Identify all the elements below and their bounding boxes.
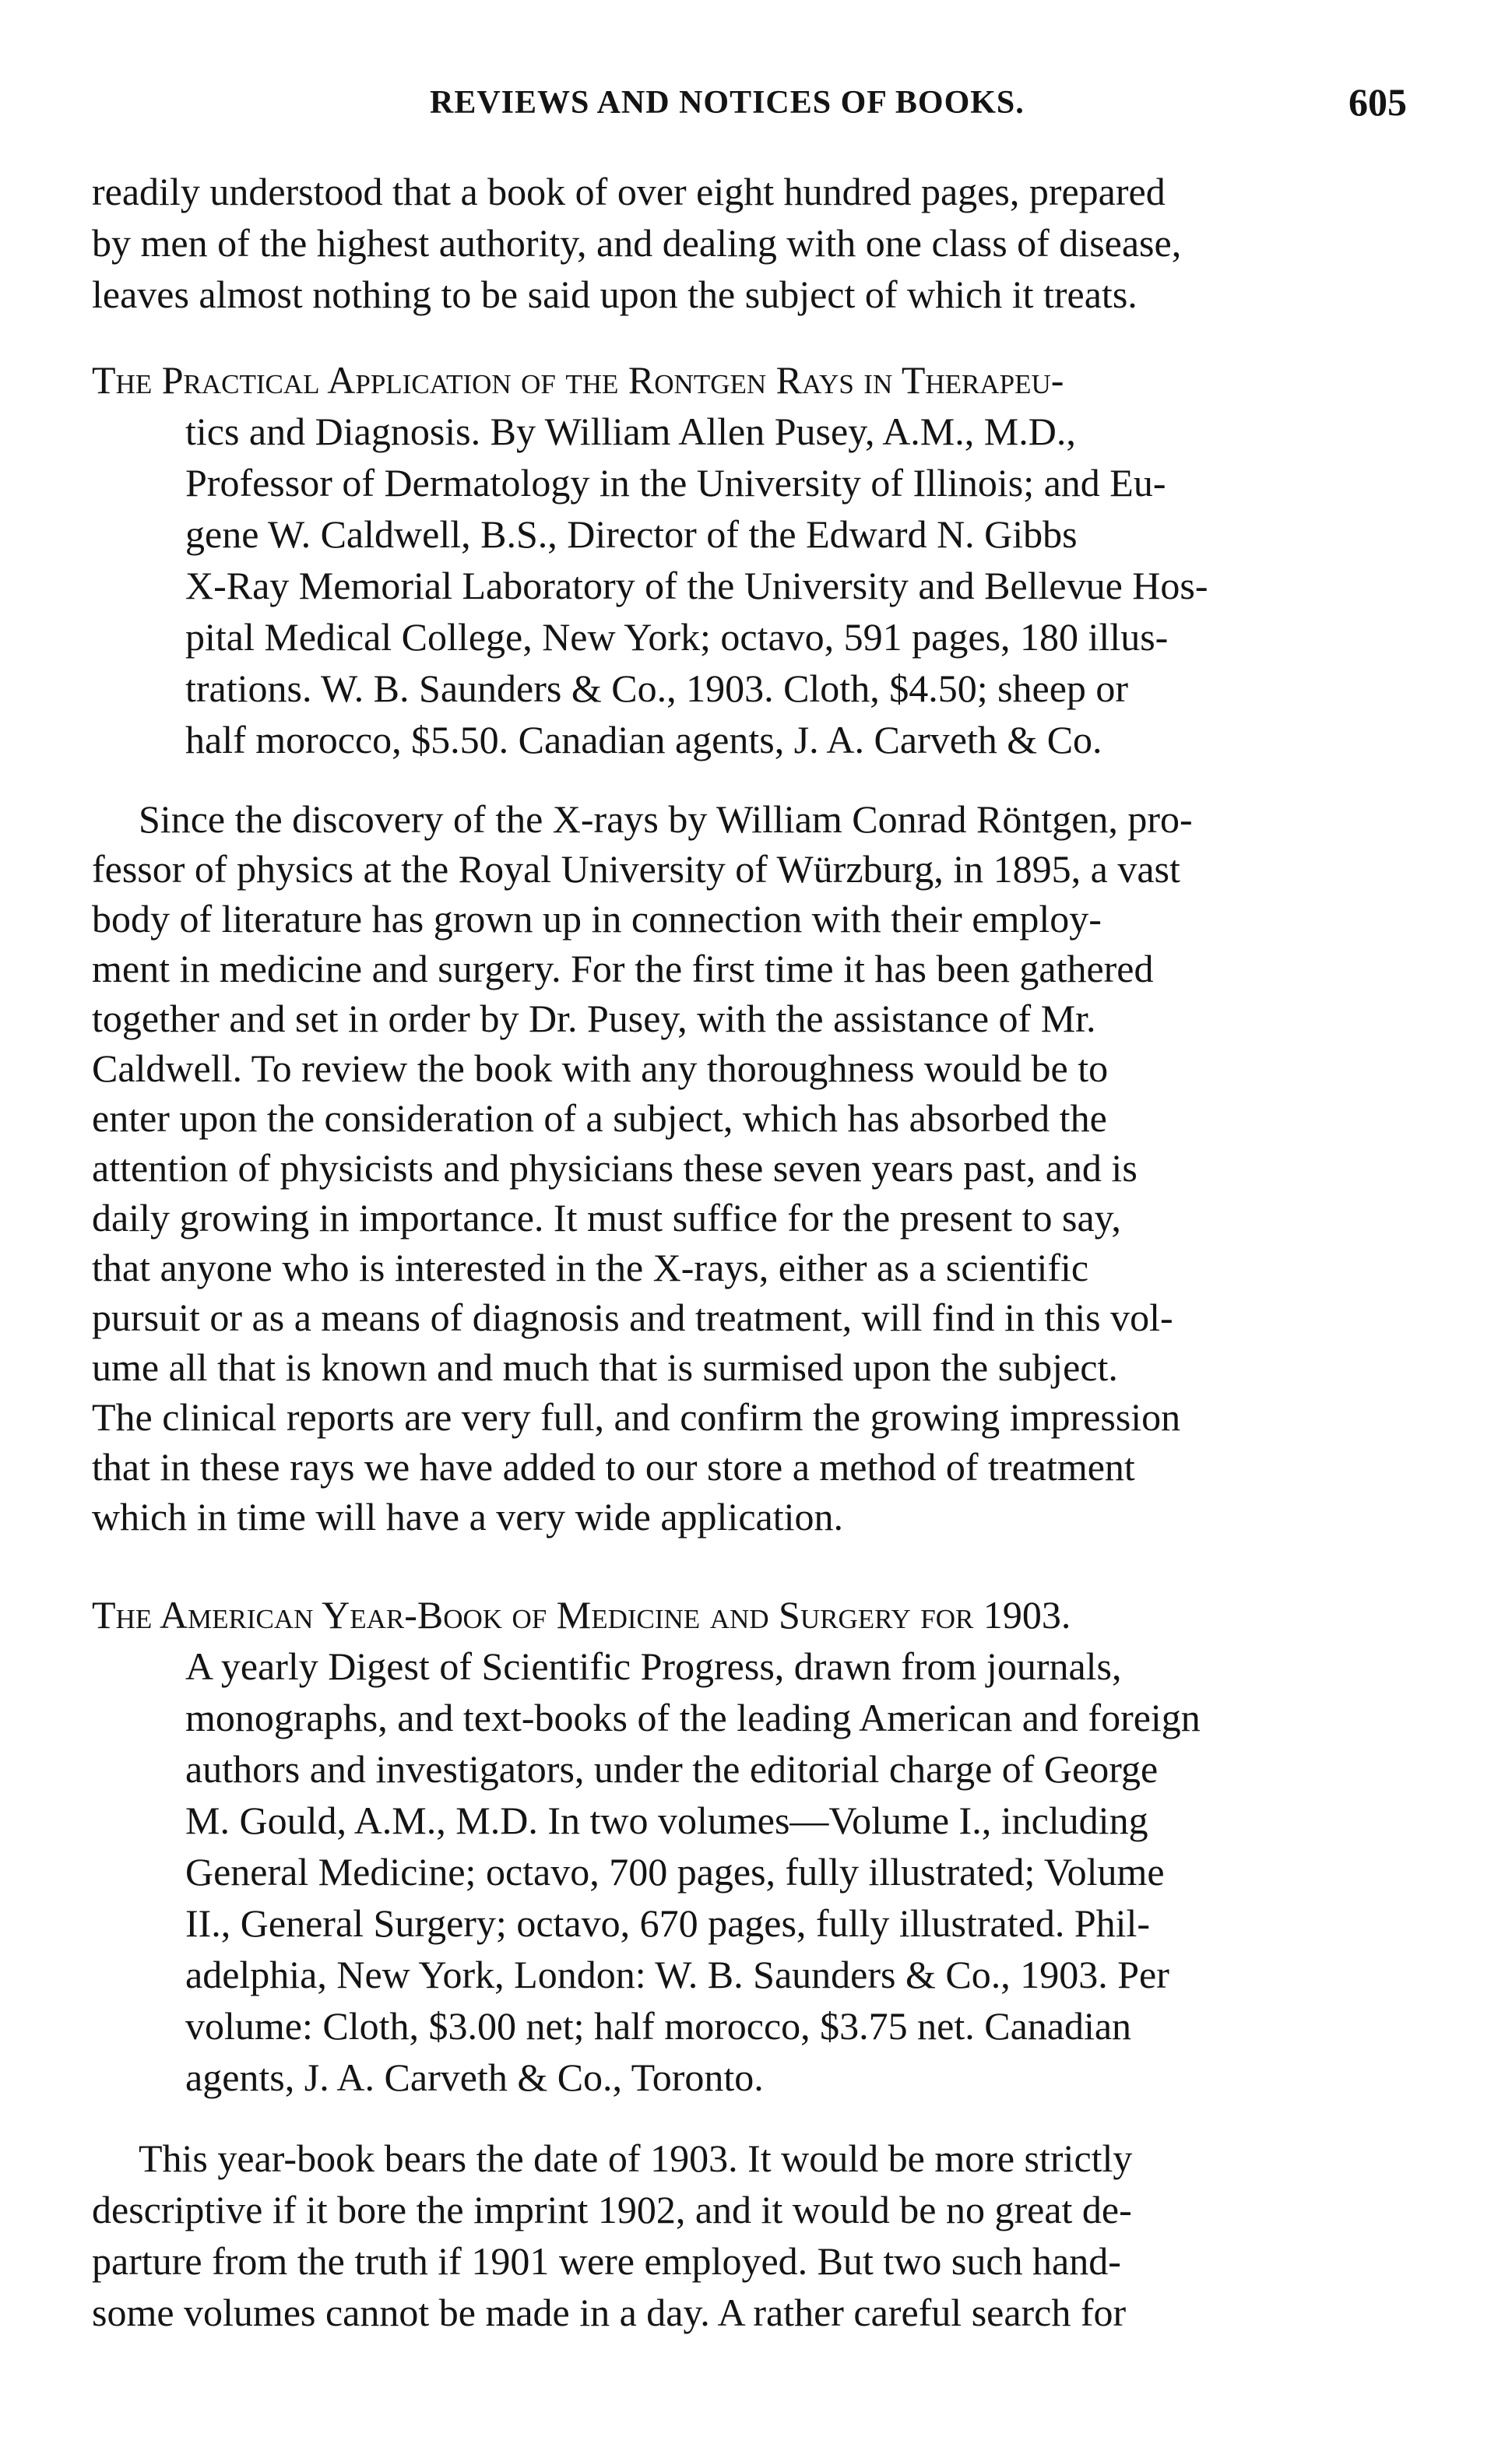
text-line: daily growing in importance. It must suffice for the present to say, <box>92 1196 1121 1240</box>
book-citation-line: Professor of Dermatology in the University of Illinois; and Eu- <box>185 461 1166 505</box>
text-line: together and set in order by Dr. Pusey, with the assistance of Mr. <box>92 997 1096 1040</box>
text-line: parture from the truth if 1901 were employed. But two such hand- <box>92 2239 1121 2283</box>
text-line: readily understood that a book of over eight hundred pages, prepared <box>92 170 1166 213</box>
book-title-line: The Practical Application of the Rontgen Rays in Therapeu- <box>92 358 1064 402</box>
book-citation-line: pital Medical College, New York; octavo, 591 pages, 180 illus- <box>185 615 1169 659</box>
text-line: which in time will have a very wide application. <box>92 1495 843 1539</box>
page-number: 605 <box>1348 80 1407 124</box>
running-title: REVIEWS AND NOTICES OF BOOKS. <box>430 85 1025 121</box>
text-line: Caldwell. To review the book with any thoroughness would be to <box>92 1046 1109 1090</box>
text-line: enter upon the consideration of a subject, which has absorbed the <box>92 1096 1107 1140</box>
book-citation-line: half morocco, $5.50. Canadian agents, J. A. Carveth & Co. <box>185 718 1102 761</box>
text-line: This year-book bears the date of 1903. It would be more strictly <box>139 2136 1133 2180</box>
text-line: body of literature has grown up in connection with their employ- <box>92 897 1102 941</box>
book-citation-line: A yearly Digest of Scientific Progress, drawn from journals, <box>185 1644 1122 1688</box>
text-line: some volumes cannot be made in a day. A rather careful search for <box>92 2291 1127 2334</box>
text-line: The clinical reports are very full, and confirm the growing impression <box>92 1395 1181 1439</box>
text-line: pursuit or as a means of diagnosis and treatment, will find in this vol- <box>92 1296 1173 1339</box>
book-citation-line: General Medicine; octavo, 700 pages, fully illustrated; Volume <box>185 1850 1165 1894</box>
text-line: leaves almost nothing to be said upon the subject of which it treats. <box>92 273 1138 316</box>
book-citation-line: tics and Diagnosis. By William Allen Pusey, A.M., M.D., <box>185 410 1076 453</box>
book-title-line: The American Year-Book of Medicine and Surgery for 1903. <box>92 1593 1071 1637</box>
text-line: by men of the highest authority, and dealing with one class of disease, <box>92 221 1182 265</box>
text-line: that in these rays we have added to our store a method of treatment <box>92 1445 1135 1489</box>
book-citation-line: M. Gould, A.M., M.D. In two volumes—Volume I., including <box>185 1799 1148 1842</box>
book-citation-line: volume: Cloth, $3.00 net; half morocco, $3.75 net. Canadian <box>185 2004 1132 2048</box>
text-line: Since the discovery of the X-rays by William Conrad Röntgen, pro- <box>139 797 1193 841</box>
book-citation-line: authors and investigators, under the editorial charge of George <box>185 1747 1159 1791</box>
text-line: ment in medicine and surgery. For the first time it has been gathered <box>92 947 1154 990</box>
book-citation-line: II., General Surgery; octavo, 670 pages, fully illustrated. Phil- <box>185 1901 1151 1945</box>
book-citation-line: monographs, and text-books of the leading American and foreign <box>185 1696 1201 1739</box>
text-line: attention of physicists and physicians these seven years past, and is <box>92 1146 1138 1190</box>
book-citation-line: X-Ray Memorial Laboratory of the University and Bellevue Hos- <box>185 564 1208 607</box>
book-citation-line: agents, J. A. Carveth & Co., Toronto. <box>185 2055 764 2099</box>
text-line: ume all that is known and much that is surmised upon the subject. <box>92 1345 1118 1389</box>
text-line: that anyone who is interested in the X-rays, either as a scientific <box>92 1246 1089 1289</box>
book-citation-line: gene W. Caldwell, B.S., Director of the Edward N. Gibbs <box>185 512 1078 556</box>
book-citation-line: adelphia, New York, London: W. B. Saunders & Co., 1903. Per <box>185 1953 1169 1996</box>
book-citation-line: trations. W. B. Saunders & Co., 1903. Cloth, $4.50; sheep or <box>185 666 1129 710</box>
text-line: descriptive if it bore the imprint 1902, and it would be no great de- <box>92 2188 1132 2231</box>
text-line: fessor of physics at the Royal University of Würzburg, in 1895, a vast <box>92 847 1180 891</box>
